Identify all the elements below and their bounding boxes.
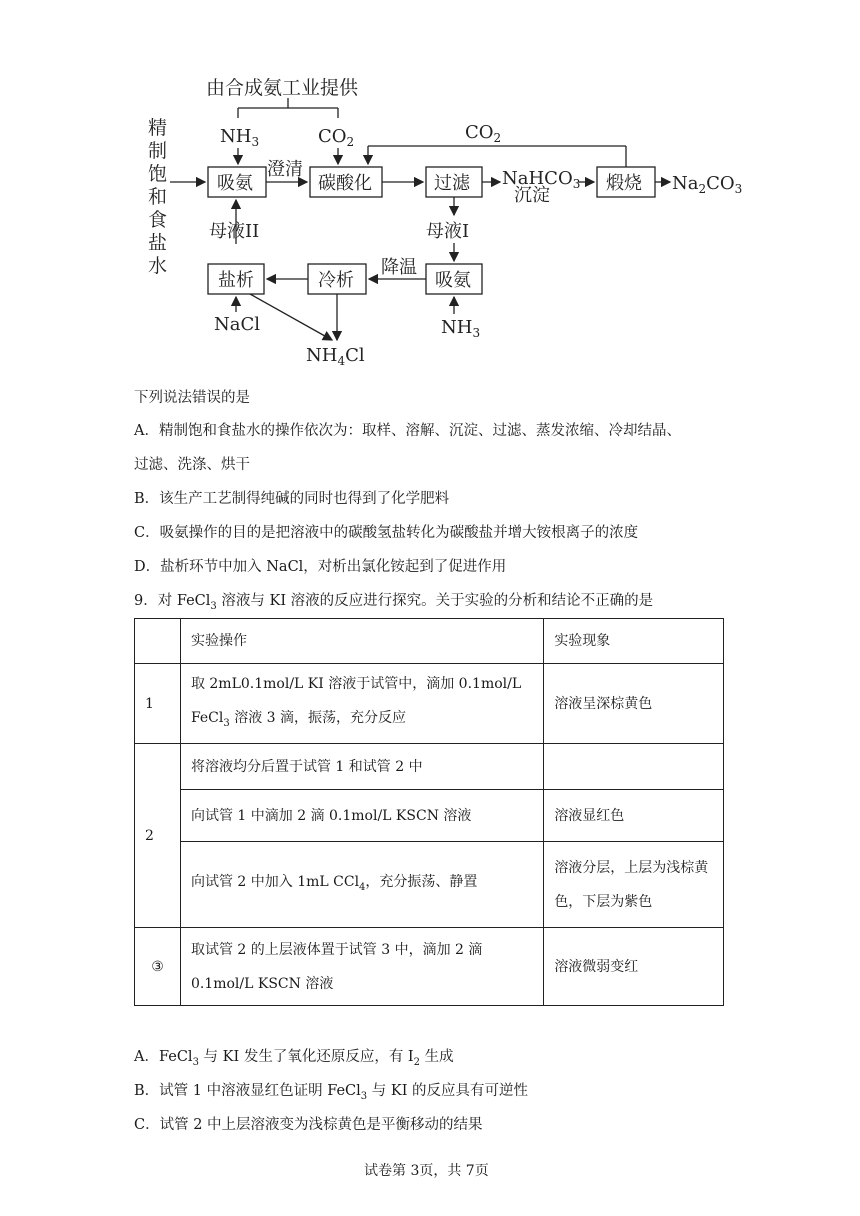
table-row: [135, 928, 724, 1006]
co2-recycle-label: $CO_2$: [465, 122, 502, 145]
row2-number: 2: [135, 744, 181, 928]
row2a-phenomenon: [544, 744, 724, 790]
cooling-label: 降温: [381, 257, 417, 278]
row2b-phenomenon: 溶液显红色: [544, 790, 724, 842]
table-header-operation: 实验操作: [180, 619, 543, 664]
q9-option-c: C．试管 2 中上层溶液变为浅棕黄色是平衡移动的结果: [134, 1117, 483, 1133]
svg-text:精: 精: [148, 117, 168, 139]
table-row: [135, 744, 724, 790]
row3-operation: 取试管 2 的上层液体置于试管 3 中，滴加 2 滴 0.1mol/L KSCN 溶液: [180, 928, 543, 1006]
row2b-operation: 向试管 1 中滴加 2 滴 0.1mol/L KSCN 溶液: [180, 790, 543, 842]
nahco3-label: NaHCO$_3$: [502, 168, 581, 191]
q8-option-a-line2: 过滤、洗涤、烘干: [134, 457, 250, 473]
q8-option-b: B．该生产工艺制得纯碱的同时也得到了化学肥料: [134, 491, 450, 507]
nacl-input-label: NaCl: [214, 314, 261, 335]
q8-stem: 下列说法错误的是: [134, 390, 250, 406]
box-carbonation: 碳酸化: [318, 173, 372, 194]
nh3-input-label-2: $NH_3$: [441, 317, 481, 340]
svg-text:制: 制: [148, 140, 168, 162]
box-absorb-ammonia-2: 吸氨: [435, 270, 471, 291]
nh3-input-label: $NH_3$: [220, 126, 260, 149]
row2c-operation: 向试管 2 中加入 1mL CCl$_4$，充分振荡、静置: [180, 842, 543, 928]
row1-operation: 取 2mL0.1mol/L KI 溶液于试管中，滴加 0.1mol/L FeCl$_3$ 溶液 3 滴，振荡，充分反应: [180, 664, 543, 744]
q8-option-a-line1: A．精制饱和食盐水的操作依次为：取样、溶解、沉淀、过滤、蒸发浓缩、冷却结晶、: [134, 423, 681, 439]
top-source-label: 由合成氨工业提供: [206, 77, 359, 99]
nh4cl-product-label: $NH_4Cl$: [306, 345, 365, 368]
svg-text:水: 水: [148, 255, 168, 277]
box-cold-crystallize: 冷析: [318, 270, 354, 291]
table-header-phenomenon: 实验现象: [544, 619, 724, 664]
table-row: [135, 664, 724, 744]
q9-option-b: B．试管 1 中溶液显红色证明 FeCl$_3$ 与 KI 的反应具有可逆性: [134, 1083, 529, 1102]
na2co3-label: $Na_2CO_3$: [672, 173, 743, 196]
q9-stem: 9．对 FeCl$_3$ 溶液与 KI 溶液的反应进行探究。关于实验的分析和结论不正确的是: [134, 593, 654, 612]
row3-phenomenon: 溶液微弱变红: [544, 928, 724, 1006]
experiment-table: [134, 618, 724, 1006]
q8-option-d: D．盐析环节中加入 NaCl，对析出氯化铵起到了促进作用: [134, 559, 507, 575]
table-row: [135, 790, 724, 842]
table-header-row: [135, 619, 724, 664]
box-salting-out: 盐析: [218, 270, 254, 291]
mother-liquor-1-label: 母液I: [426, 221, 470, 242]
box-filter: 过滤: [434, 173, 470, 194]
svg-text:盐: 盐: [148, 232, 168, 254]
precipitate-label: 沉淀: [514, 185, 550, 206]
left-input-label: [148, 117, 167, 277]
box-calcine: 煅烧: [606, 173, 642, 194]
table-header-no: [135, 619, 181, 664]
row2c-phenomenon: 溶液分层，上层为浅棕黄 色，下层为紫色: [544, 842, 724, 928]
row1-number: 1: [135, 664, 181, 744]
row2a-operation: 将溶液均分后置于试管 1 和试管 2 中: [180, 744, 543, 790]
process-flow-diagram: [0, 0, 860, 380]
mother-liquor-2-label: 母液II: [209, 221, 260, 242]
box-absorb-ammonia: 吸氨: [217, 173, 253, 194]
svg-text:饱: 饱: [148, 163, 168, 185]
row3-number: ③: [135, 928, 181, 1006]
page-footer: 试卷第 3页，共 7页: [364, 1163, 489, 1179]
svg-text:食: 食: [148, 209, 168, 231]
q9-option-a: A．FeCl$_3$ 与 KI 发生了氧化还原反应，有 $I_2$ 生成: [134, 1049, 454, 1068]
q8-option-c: C．吸氨操作的目的是把溶液中的碳酸氢盐转化为碳酸盐并增大铵根离子的浓度: [134, 525, 639, 541]
co2-input-label: $CO_2$: [318, 126, 355, 149]
clarify-label: 澄清: [267, 159, 303, 180]
svg-text:和: 和: [148, 186, 168, 208]
row1-phenomenon: 溶液呈深棕黄色: [544, 664, 724, 744]
table-row: [135, 842, 724, 928]
